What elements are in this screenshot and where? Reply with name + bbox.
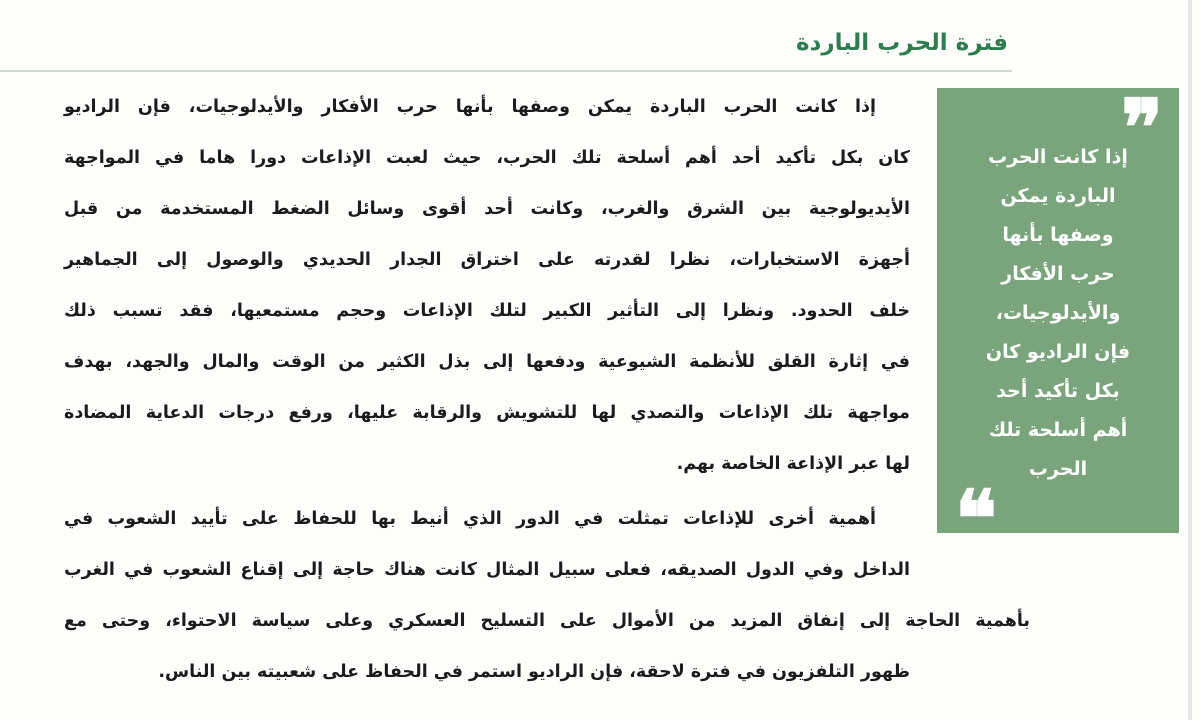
text-line: مواجهة تلك الإذاعات والتصدي لها للتشويش والرقابة عليها، ورفع درجات الدعاية المضادة [64,403,910,423]
text-line: الأيديولوجية بين الشرق والغرب، وكانت أحد أقوى وسائل الضغط المستخدمة من قبل [64,199,910,219]
text-line: ظهور التلفزيون في فترة لاحقة، فإن الراديو استمر في الحفاظ على شعبيته بين الناس. [158,662,910,682]
pull-quote-line: بكل تأكيد أحد [996,380,1120,402]
text-line: أهمية أخرى للإذاعات تمثلت في الدور الذي أنيط بها للحفاظ على تأييد الشعوب في [64,509,876,529]
text-line: كان بكل تأكيد أحد أهم أسلحة تلك الحرب، حيث لعبت الإذاعات دورا هاما في المواجهة [64,148,910,168]
opening-quote-icon: ❞ [1121,83,1163,174]
text-line: الداخل وفي الدول الصديقه، فعلى سبيل المثال كانت هناك حاجة إلى إقناع الشعوب في الغرب [64,560,910,580]
paragraph-radio-importance [64,494,1030,698]
pull-quote-line: الحرب [1028,458,1088,480]
pull-quote-line: الباردة يمكن [1000,185,1116,207]
closing-quote-icon: ❝ [955,474,997,565]
text-line: أجهزة الاستخبارات، نظرا لقدرته على اختراق الجدار الحديدي والوصول إلى الجماهير [64,250,910,270]
pull-quote-line: أهم أسلحة تلك [988,419,1128,441]
text-line: بأهمية الحاجة إلى إنفاق المزيد من الأموال على التسليح العسكري وعلى سياسة الاحتواء، وحتى مع [64,611,1030,631]
pull-quote-line: إذا كانت الحرب [988,146,1128,168]
text-line: خلف الحدود. ونظرا إلى التأثير الكبير لتلك الإذاعات وحجم مستمعيها، فقد تسبب ذلك [64,301,910,321]
pull-quote-text [951,138,1165,489]
text-line: إذا كانت الحرب الباردة يمكن وصفها بأنها حرب الأفكار والأيدلوجيات، فإن الراديو [64,97,876,117]
paragraph-cold-war-radio [64,82,910,490]
pull-quote-line: وصفها بأنها [1002,224,1114,246]
section-heading: فترة الحرب الباردة [795,30,1008,56]
text-line: لها عبر الإذاعة الخاصة بهم. [676,454,910,474]
page-edge-rule [1188,0,1192,720]
pull-quote-line: والأيدلوجيات، [995,302,1121,324]
pull-quote-box [937,83,1179,565]
pull-quote-line: فإن الراديو كان [985,341,1131,363]
pull-quote-line: حرب الأفكار [1001,263,1115,285]
heading-divider [0,70,1012,72]
text-line: في إثارة القلق للأنظمة الشيوعية ودفعها إلى بذل الكثير من الوقت والمال والجهد، بهدف [64,352,910,372]
